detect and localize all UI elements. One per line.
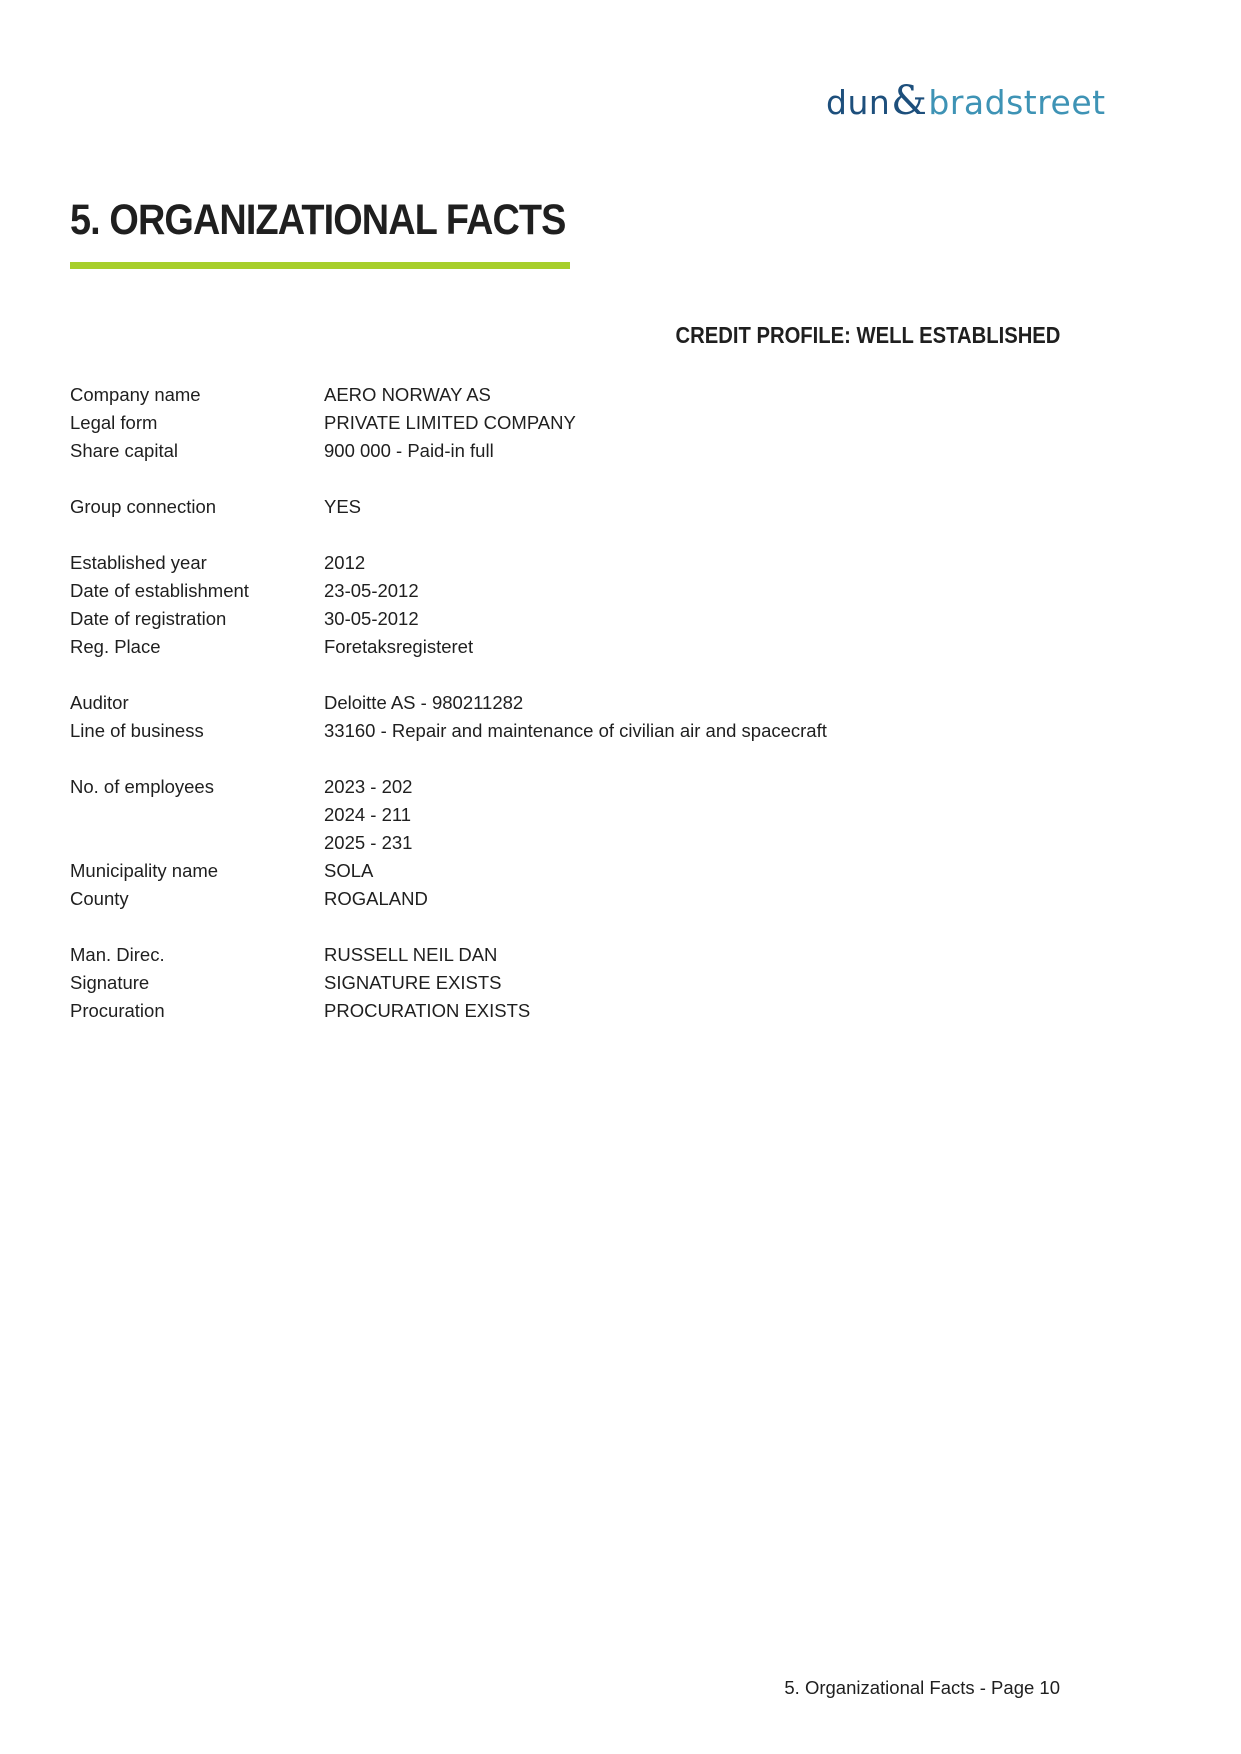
fact-label: Share capital [70, 440, 178, 461]
fact-row-employees [70, 801, 1070, 829]
fact-label: Company name [70, 384, 201, 405]
fact-row-reg-place [70, 633, 1070, 661]
fact-row-line-of-business [70, 717, 1070, 745]
fact-row-employees [70, 773, 1070, 801]
fact-row-managing-director [70, 941, 1070, 969]
fact-label: Procuration [70, 1000, 165, 1021]
fact-label: Signature [70, 972, 150, 993]
fact-label: Auditor [70, 692, 129, 713]
fact-value: PRIVATE LIMITED COMPANY [324, 412, 576, 433]
dun-bradstreet-logo [826, 78, 1106, 122]
fact-value: YES [324, 496, 362, 517]
fact-row-company-name [70, 381, 1070, 409]
fact-label: Date of establishment [70, 580, 249, 601]
fact-value: Deloitte AS - 980211282 [324, 692, 524, 713]
fact-value: 2024 - 211 [324, 804, 412, 825]
fact-label: Legal form [70, 412, 158, 433]
title-underline [70, 262, 570, 269]
fact-row-share-capital [70, 437, 1070, 465]
fact-value: 2025 - 231 [324, 832, 413, 853]
fact-label [70, 829, 324, 857]
page-title: 5. ORGANIZATIONAL FACTS [70, 196, 566, 244]
fact-row-procuration [70, 997, 1070, 1025]
fact-value: 2012 [324, 552, 366, 573]
fact-value: 23-05-2012 [324, 580, 419, 601]
fact-row-established-year [70, 549, 1070, 577]
fact-row-date-of-registration [70, 605, 1070, 633]
fact-label: Reg. Place [70, 636, 161, 657]
logo-word-dun: dun [826, 83, 891, 122]
fact-value: AERO NORWAY AS [324, 384, 491, 405]
logo-ampersand: & [891, 78, 928, 124]
fact-row-municipality-name [70, 857, 1070, 885]
page-footer: 5. Organizational Facts - Page 10 [784, 1677, 1060, 1698]
fact-label: Line of business [70, 720, 204, 741]
fact-label: No. of employees [70, 776, 214, 797]
fact-value: SOLA [324, 860, 374, 881]
fact-row-auditor [70, 689, 1070, 717]
fact-row-legal-form [70, 409, 1070, 437]
fact-label: Group connection [70, 496, 217, 517]
fact-label: Man. Direc. [70, 944, 165, 965]
fact-label: County [70, 888, 129, 909]
fact-row-employees [70, 829, 1070, 857]
fact-row-date-of-establishment [70, 577, 1070, 605]
fact-value: RUSSELL NEIL DAN [324, 944, 498, 965]
fact-value: 900 000 - Paid-in full [324, 440, 494, 461]
fact-row-county [70, 885, 1070, 913]
fact-label [70, 801, 324, 829]
fact-value: SIGNATURE EXISTS [324, 972, 502, 993]
fact-value: 2023 - 202 [324, 776, 413, 797]
fact-row-group-connection [70, 493, 1070, 521]
credit-profile-heading: CREDIT PROFILE: WELL ESTABLISHED [675, 322, 1060, 348]
fact-label: Established year [70, 552, 207, 573]
fact-value: 33160 - Repair and maintenance of civilian air and spacecraft [324, 720, 827, 741]
logo-word-bradstreet: bradstreet [928, 83, 1106, 122]
fact-label: Municipality name [70, 860, 219, 881]
fact-row-signature [70, 969, 1070, 997]
fact-value: PROCURATION EXISTS [324, 1000, 531, 1021]
organizational-facts-list [70, 381, 1070, 1025]
fact-value: ROGALAND [324, 888, 428, 909]
fact-value: Foretaksregisteret [324, 636, 474, 657]
fact-value: 30-05-2012 [324, 608, 419, 629]
fact-label: Date of registration [70, 608, 227, 629]
